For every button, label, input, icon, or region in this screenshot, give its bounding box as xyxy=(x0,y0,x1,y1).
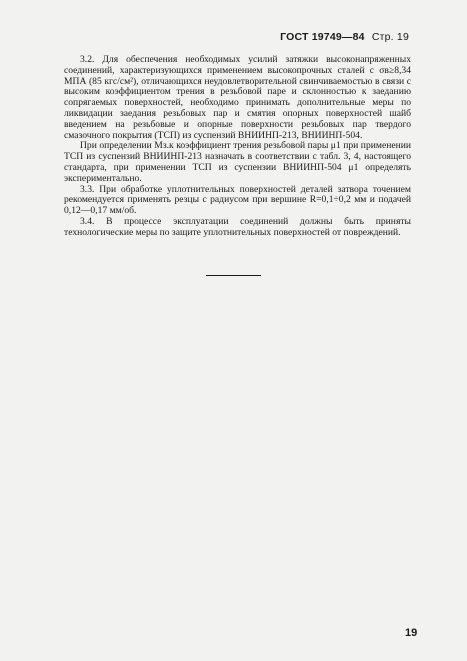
page-label: Стр. 19 xyxy=(371,31,409,43)
page-number: 19 xyxy=(405,627,418,639)
page-header xyxy=(280,31,409,43)
standard-number: ГОСТ 19749—84 xyxy=(280,31,365,43)
document-body xyxy=(64,55,411,239)
paragraph-3-3: 3.3. При обработке уплотнительных поверхностей деталей затвора точением рекомендуется применять резцы с радиусом при вершине R=0,1÷0,2 мм и подачей 0,12—0,17 мм/об. xyxy=(64,183,411,217)
paragraph-friction: При определении Mз.к коэффициент трения резьбовой пары μ1 при применении ТСП из суспензий ВНИИНП-213 назначать в соответствии с табл. 3, 4, настоящего стандарта, при применении ТСП из суспензии ВНИИНП-504 μ1 определять экспериментально. xyxy=(64,140,411,184)
paragraph-3-2: 3.2. Для обеспечения необходимых усилий затяжки высоконапряженных соединений, характеризующихся применением высокопрочных сталей с σв≥8,34 МПА (85 кгс/см²), отличающихся неудовлетворительной свинчиваемостью в связи с высоким коэффициентом трения в резьбовой паре и склонностью к заеданию сопрягаемых поверхностей, необходимо принимать дополнительные меры по ликвидации заедания резьбовых пар и смятия опорных поверхностей шайб введением на резьбовые и опорные поверхности резьбовых пар твердого смазочного покрытия (ТСП) из суспензий ВНИИНП-213, ВНИИНП-504. xyxy=(64,54,411,141)
paragraph-3-4: 3.4. В процессе эксплуатации соединений должны быть приняты технологические меры по защите уплотнительных поверхностей от повреждений. xyxy=(64,215,411,238)
end-divider xyxy=(206,275,261,276)
